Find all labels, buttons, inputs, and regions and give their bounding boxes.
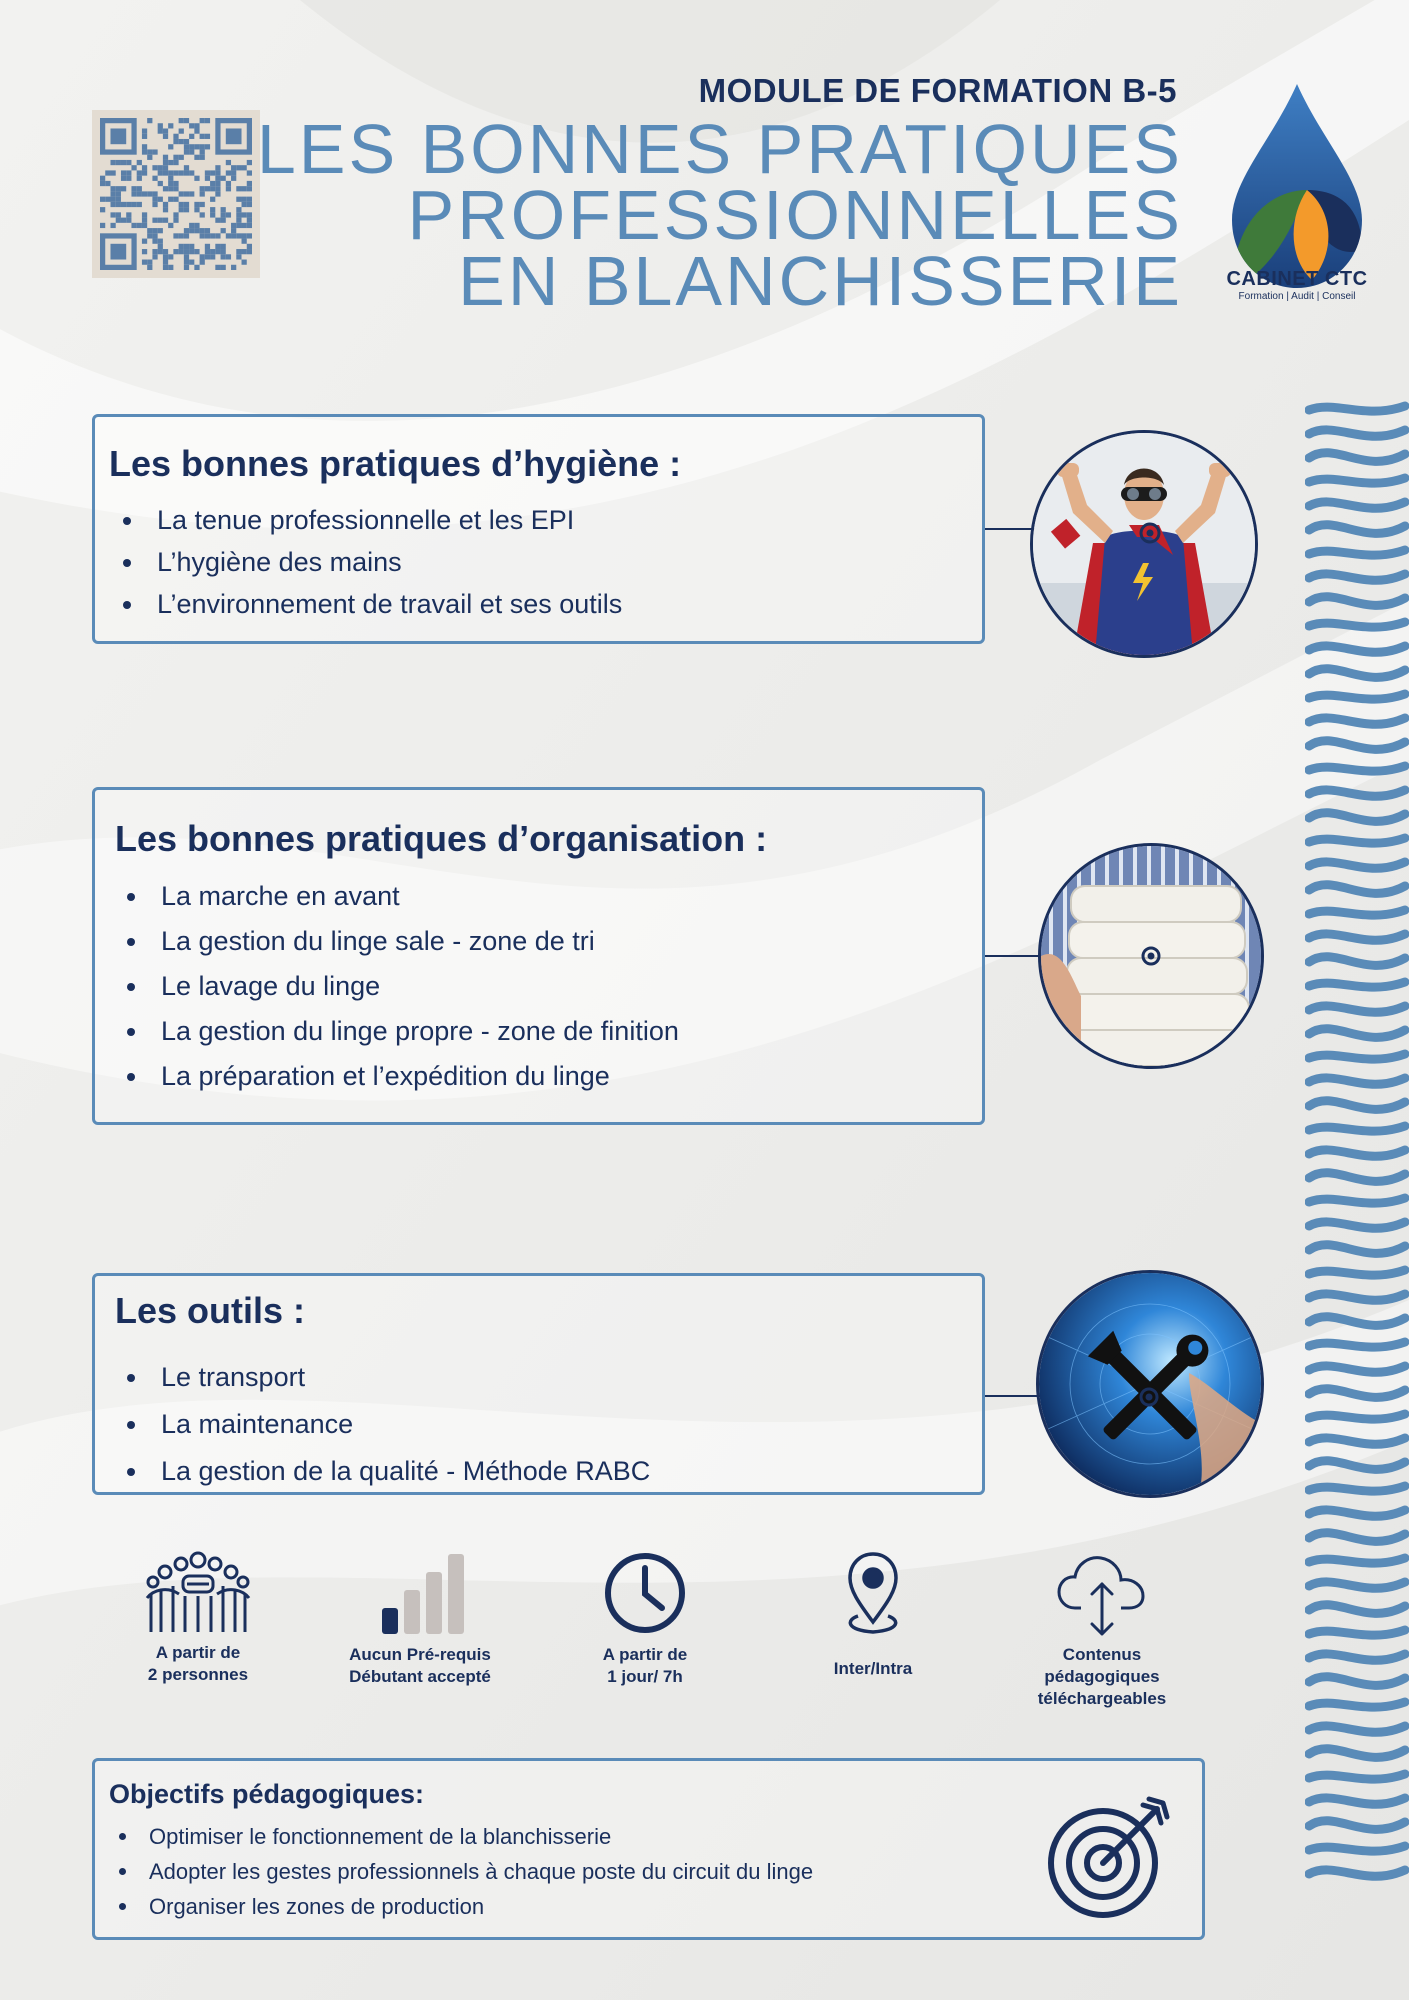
feature-label	[793, 1658, 953, 1680]
feature-label-line: Contenus	[1062, 1645, 1142, 1664]
section-title: Les bonnes pratiques d’hygiène :	[109, 443, 682, 484]
feature-participants	[118, 1550, 278, 1686]
feature-location	[793, 1550, 953, 1680]
fingerprint-decoration	[1305, 400, 1409, 1900]
list-item: L’hygiène des mains	[123, 541, 622, 583]
section-title: Les bonnes pratiques d’organisation :	[115, 818, 768, 859]
list-item: Adopter les gestes professionnels à chaque poste du circuit du linge	[119, 1854, 813, 1889]
feature-label-line: 2 personnes	[147, 1665, 249, 1684]
page-title	[256, 110, 1183, 320]
section-tools	[92, 1273, 985, 1495]
section-hygiene	[92, 414, 985, 644]
location-pin-icon	[838, 1550, 908, 1636]
feature-label-line: 1 jour/ 7h	[607, 1667, 683, 1686]
feature-label-line: A partir de	[602, 1645, 688, 1664]
list-item: La gestion du linge propre - zone de finition	[127, 1009, 679, 1054]
list-item: La marche en avant	[127, 874, 679, 919]
feature-label-line: Inter/Intra	[833, 1659, 913, 1678]
feature-label-line: Aucun Pré-requis	[349, 1645, 491, 1664]
list-item: La maintenance	[127, 1401, 650, 1448]
title-line-2: PROFESSIONNELLES	[407, 176, 1183, 254]
list-item: Le lavage du linge	[127, 964, 679, 1009]
feature-label	[565, 1644, 725, 1688]
section-objectives	[92, 1758, 1205, 1940]
list-item: Optimiser le fonctionnement de la blanchisserie	[119, 1819, 813, 1854]
section-title: Objectifs pédagogiques:	[109, 1779, 425, 1809]
list-item: La gestion du linge sale - zone de tri	[127, 919, 679, 964]
list-item: Organiser les zones de production	[119, 1889, 813, 1924]
group-icon	[143, 1550, 253, 1634]
feature-label-line: téléchargeables	[1037, 1689, 1167, 1708]
qr-code[interactable]	[92, 110, 260, 278]
logo-name: CABINET CTC	[1226, 268, 1368, 290]
feature-label	[1012, 1644, 1192, 1710]
linen-photo	[1038, 843, 1264, 1069]
section-list	[127, 1354, 650, 1495]
section-organisation	[92, 787, 985, 1125]
logo-tagline: Formation | Audit | Conseil	[1238, 291, 1356, 302]
title-line-3: EN BLANCHISSERIE	[458, 242, 1183, 320]
cloud-download-icon	[1057, 1550, 1147, 1636]
list-item: L’environnement de travail et ses outils	[123, 583, 622, 625]
feature-label-line: pédagogiques	[1044, 1667, 1160, 1686]
list-item: La gestion de la qualité - Méthode RABC	[127, 1448, 650, 1495]
section-list	[127, 874, 679, 1099]
title-line-1: LES BONNES PRATIQUES	[256, 110, 1183, 188]
list-item: La préparation et l’expédition du linge	[127, 1054, 679, 1099]
feature-label-line: Débutant accepté	[349, 1667, 491, 1686]
section-list	[119, 1819, 813, 1924]
clock-icon	[602, 1550, 688, 1636]
feature-label	[335, 1644, 505, 1688]
feature-prerequisites	[335, 1550, 505, 1688]
feature-downloads	[1012, 1550, 1192, 1710]
feature-label	[118, 1642, 278, 1686]
feature-label-line: A partir de	[155, 1643, 241, 1662]
list-item: La tenue professionnelle et les EPI	[123, 499, 622, 541]
feature-duration	[565, 1550, 725, 1688]
hero-photo	[1030, 430, 1258, 658]
tools-photo	[1036, 1270, 1264, 1498]
qr-code-pattern	[100, 118, 252, 270]
section-list	[123, 499, 622, 625]
target-icon	[1045, 1791, 1175, 1921]
module-label: MODULE DE FORMATION B-5	[698, 72, 1177, 109]
signal-bars-icon	[370, 1550, 470, 1636]
list-item: Le transport	[127, 1354, 650, 1401]
section-title: Les outils :	[115, 1290, 306, 1331]
